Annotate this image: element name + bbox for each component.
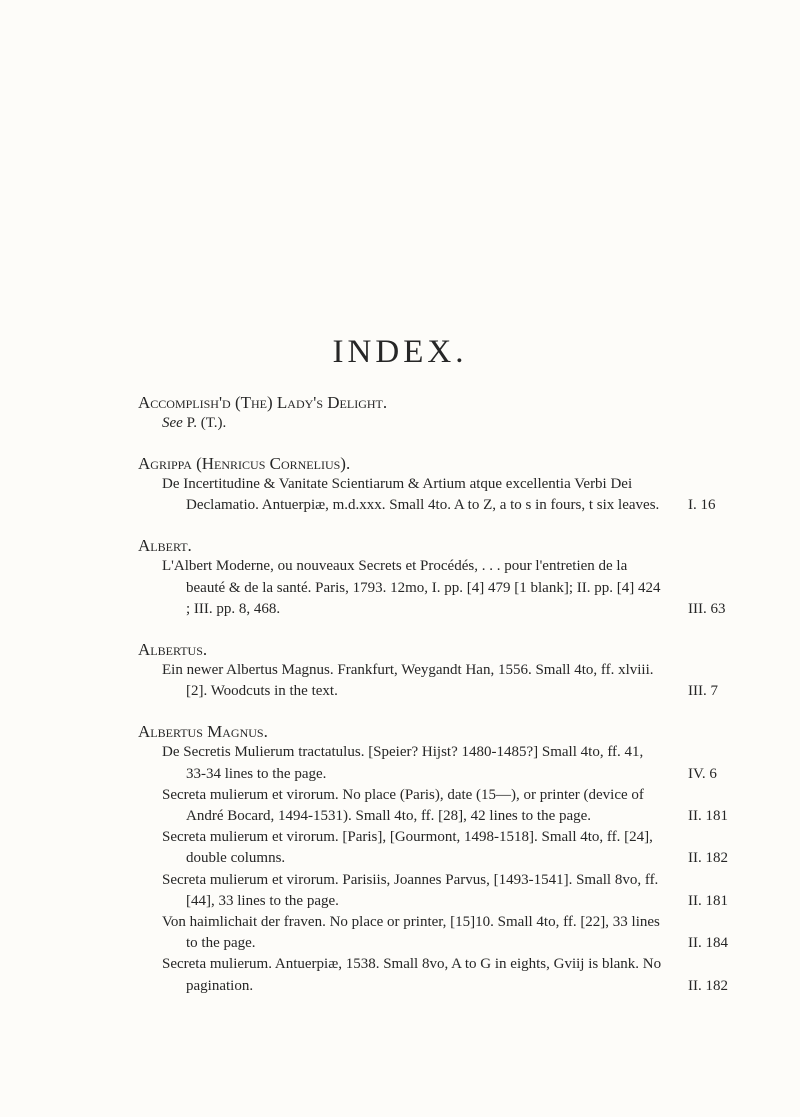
volume-page-ref: III. 7	[688, 683, 718, 700]
entry-heading: Albertus.	[138, 640, 208, 660]
entry-item	[162, 785, 728, 827]
entry-item	[162, 870, 728, 912]
item-text: Ein newer Albertus Magnus. Frankfurt, Weygandt Han, 1556. Small 4to, ff. xlviii. [2]. Woodcuts in the text.	[162, 662, 654, 700]
volume-page-ref: II. 182	[688, 977, 728, 994]
item-text: Von haimlichait der fraven. No place or printer, [15]10. Small 4to, ff. [22], 33 lines to the page.	[162, 914, 660, 952]
entry-item	[162, 742, 717, 784]
item-text: Secreta mulierum et virorum. Parisiis, Joannes Parvus, [1493-1541]. Small 8vo, ff. [44], 33 lines to the page.	[162, 871, 659, 909]
entry-item	[162, 827, 728, 869]
entry-item	[162, 660, 718, 702]
item-text: De Incertitudine & Vanitate Scientiarum & Artium atque excellentia Verbi Dei Declamatio. Antuerpiæ, m.d.xxx. Small 4to. A to Z, a to s in fours, t six leaves.	[162, 476, 660, 514]
item-text: Secreta mulierum et virorum. [Paris], [Gourmont, 1498-1518]. Small 4to, ff. [24], double columns.	[162, 829, 653, 867]
volume-page-ref: IV. 6	[688, 765, 717, 782]
see-prefix: See	[162, 415, 183, 431]
see-reference	[138, 413, 666, 434]
entry-item	[162, 474, 716, 516]
item-text: Secreta mulierum. Antuerpiæ, 1538. Small 8vo, A to G in eights, Gviij is blank. No pagination.	[162, 956, 662, 994]
volume-page-ref: II. 184	[688, 935, 728, 952]
item-text: Secreta mulierum et virorum. No place (Paris), date (15—), or printer (device of André Bocard, 1494-1531). Small 4to, ff. [28], 42 lines to the page.	[162, 786, 644, 825]
entry-item	[162, 912, 728, 954]
page-title: INDEX.	[332, 334, 468, 370]
index-entry	[138, 535, 726, 620]
index-entry	[138, 639, 718, 702]
volume-page-ref: II. 181	[688, 892, 728, 909]
entry-heading: Accomplish'd (The) Lady's Delight.	[138, 393, 388, 412]
item-text: L'Albert Moderne, ou nouveaux Secrets et Procédés, . . . pour l'entretien de la beauté & de la santé. Paris, 1793. 12mo, I. pp. [4] 479 [1 blank]; II. pp. [4] 424 ; III. pp. 8, 468.	[162, 558, 661, 617]
entry-heading: Albertus Magnus.	[138, 722, 268, 742]
entry-heading: Agrippa (Henricus Cornelius).	[138, 454, 351, 473]
index-entry	[138, 392, 666, 434]
entry-item	[162, 954, 728, 996]
index-entries	[138, 392, 728, 1016]
volume-page-ref: II. 181	[688, 808, 728, 825]
item-text: De Secretis Mulierum tractatulus. [Speier? Hijst? 1480-1485?] Small 4to, ff. 41, 33-34 lines to the page.	[162, 744, 644, 782]
index-entry	[138, 453, 716, 516]
entry-heading: Albert.	[138, 536, 192, 556]
volume-page-ref: II. 182	[688, 850, 728, 867]
see-target: P. (T.).	[186, 415, 227, 431]
volume-page-ref: III. 63	[688, 600, 726, 617]
index-entry	[138, 721, 728, 996]
entry-item	[162, 556, 726, 620]
volume-page-ref: I. 16	[688, 497, 716, 514]
